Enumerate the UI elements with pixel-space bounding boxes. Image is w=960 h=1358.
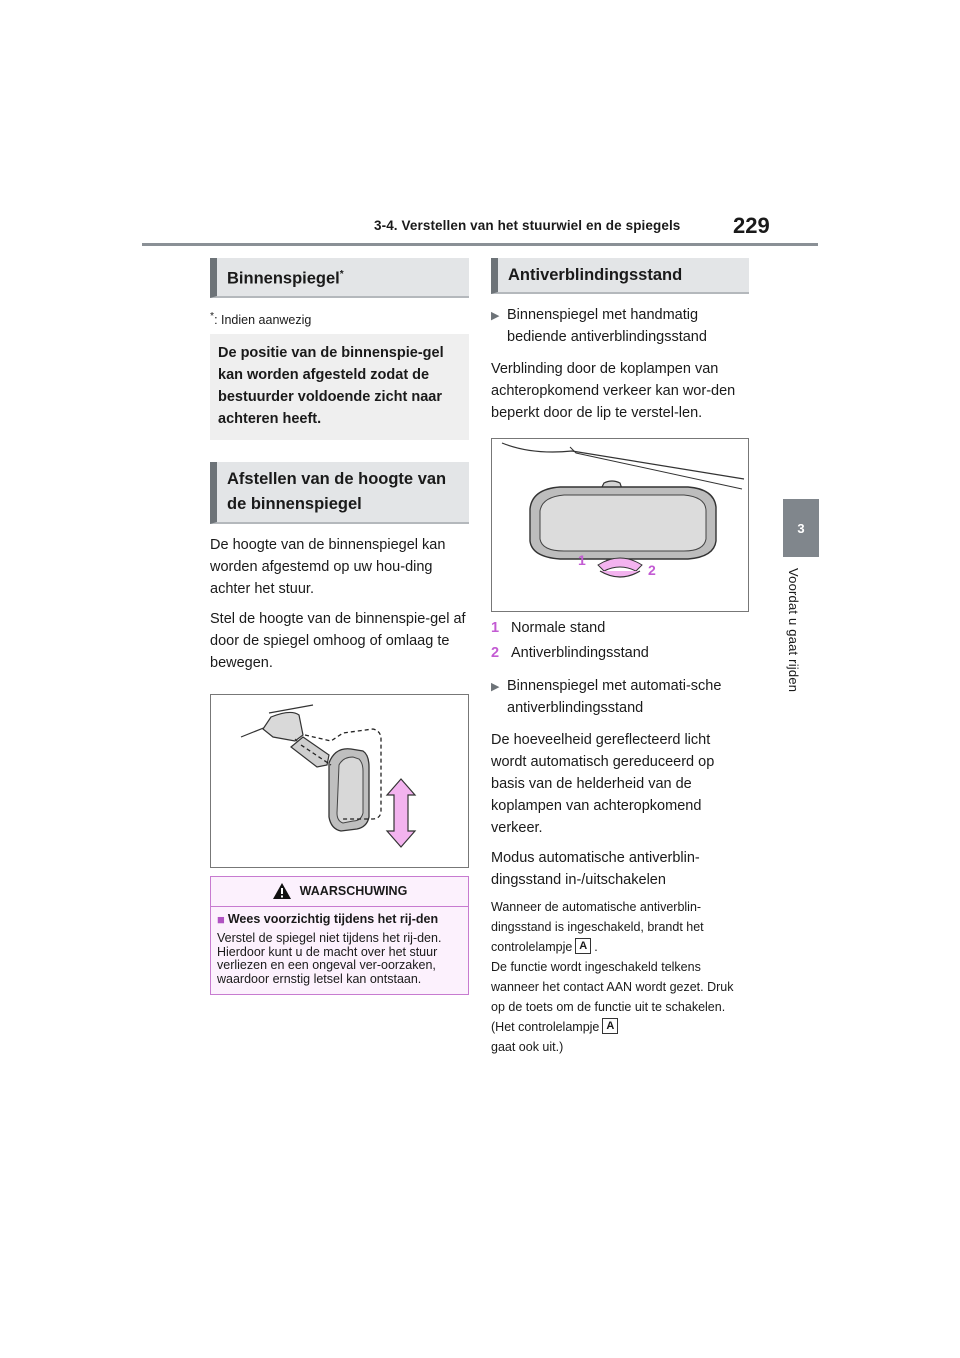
footnote-mark: * (210, 310, 215, 322)
paragraph: Modus automatische antiverblin-dingsstand in-/uitschakelen (491, 850, 700, 888)
item-text: Normale stand (511, 620, 606, 636)
warning-title-text: Wees voorzichtig tijdens het rij-den (227, 911, 439, 926)
section-heading-antiverblinding: Antiverblindingsstand (491, 258, 749, 294)
mirror-height-drawing (211, 695, 468, 867)
paragraph: De hoeveelheid gereflecteerd licht wordt automatisch gereduceerd op basis van de helderheid van de koplampen van achteropkomend verkeer. (491, 732, 715, 836)
warning-text: Verstel de spiegel niet tijdens het rij-den. Hierdoor kunt u de macht over het stuur verliezen en een ongeval ver-oorzaken, waardoor ernstig letsel kan ontstaan. (217, 931, 442, 986)
mirror-lip-drawing (492, 439, 748, 611)
paragraph: De hoogte van de binnenspiegel kan worden afgestemd op uw hou-ding achter het stuur. (210, 536, 446, 597)
header-rule (142, 243, 818, 246)
warning-body (211, 907, 468, 995)
warning-title (217, 913, 462, 927)
paragraph: Verblinding door de koplampen van achteropkomend verkeer kan wor-den beperkt door de lip te verstel-len. (491, 361, 736, 421)
numbered-item (491, 643, 749, 663)
numbered-item (491, 618, 749, 638)
indicator-label-a: A (575, 938, 591, 954)
figure-label-1: 1 (578, 552, 586, 568)
mirror-height-illustration (210, 694, 469, 868)
item-number: 2 (491, 645, 500, 661)
small-paragraph (491, 957, 749, 1057)
paragraph: Stel de hoogte van de binnenspie-gel af door de spiegel omhoog of omlaag te bewegen. (210, 610, 466, 671)
indicator-label-a: A (602, 1018, 618, 1034)
item-text: Antiverblindingsstand (511, 645, 649, 661)
bullet-item (491, 304, 749, 348)
right-column (491, 258, 749, 1057)
page-number: 229 (733, 213, 770, 238)
triangle-bullet-icon: ▶ (491, 681, 500, 693)
bullet-text: Binnenspiegel met handmatig bediende antiverblindingsstand (507, 307, 707, 345)
chapter-tab: 3 (783, 499, 819, 557)
warning-label: WAARSCHUWING (299, 884, 408, 899)
small-text: gaat ook uit.) (491, 1040, 564, 1054)
section-heading-binnenspiegel (210, 258, 469, 298)
figure-label-2: 2 (648, 562, 656, 578)
footnote-text: : Indien aanwezig (214, 312, 312, 327)
square-bullet-icon: ■ (217, 911, 225, 927)
warning-header (211, 877, 468, 907)
small-text: . (594, 940, 598, 954)
left-column (210, 258, 469, 995)
mirror-lip-illustration (491, 438, 749, 612)
warning-triangle-icon (272, 882, 292, 900)
intro-box: De positie van de binnenspie-gel kan worden afgesteld zodat de bestuurder voldoende zicht naar achteren heeft. (210, 334, 469, 440)
bullet-text: Binnenspiegel met automati-sche antiverblindingsstand (507, 678, 722, 716)
chapter-label: Voordat u gaat rijden (786, 568, 801, 693)
section-heading-hoogte: Afstellen van de hoogte van de binnenspiegel (210, 462, 469, 524)
heading-footnote-mark: * (339, 269, 344, 280)
bullet-item (491, 675, 749, 719)
small-text: De functie wordt ingeschakeld telkens wanneer het contact AAN wordt gezet. Druk op de toets om de functie uit te schakelen. (Het controlelampje (491, 960, 734, 1034)
small-paragraph (491, 897, 749, 957)
small-text: Wanneer de automatische antiverblin-dingsstand is ingeschakeld, brandt het controlelampje (491, 900, 704, 954)
triangle-bullet-icon: ▶ (491, 310, 500, 322)
heading-text: Binnenspiegel (227, 269, 340, 288)
warning-box (210, 876, 469, 996)
item-number: 1 (491, 620, 500, 636)
running-header: 3-4. Verstellen van het stuurwiel en de spiegels (374, 218, 681, 233)
footnote (210, 311, 469, 327)
